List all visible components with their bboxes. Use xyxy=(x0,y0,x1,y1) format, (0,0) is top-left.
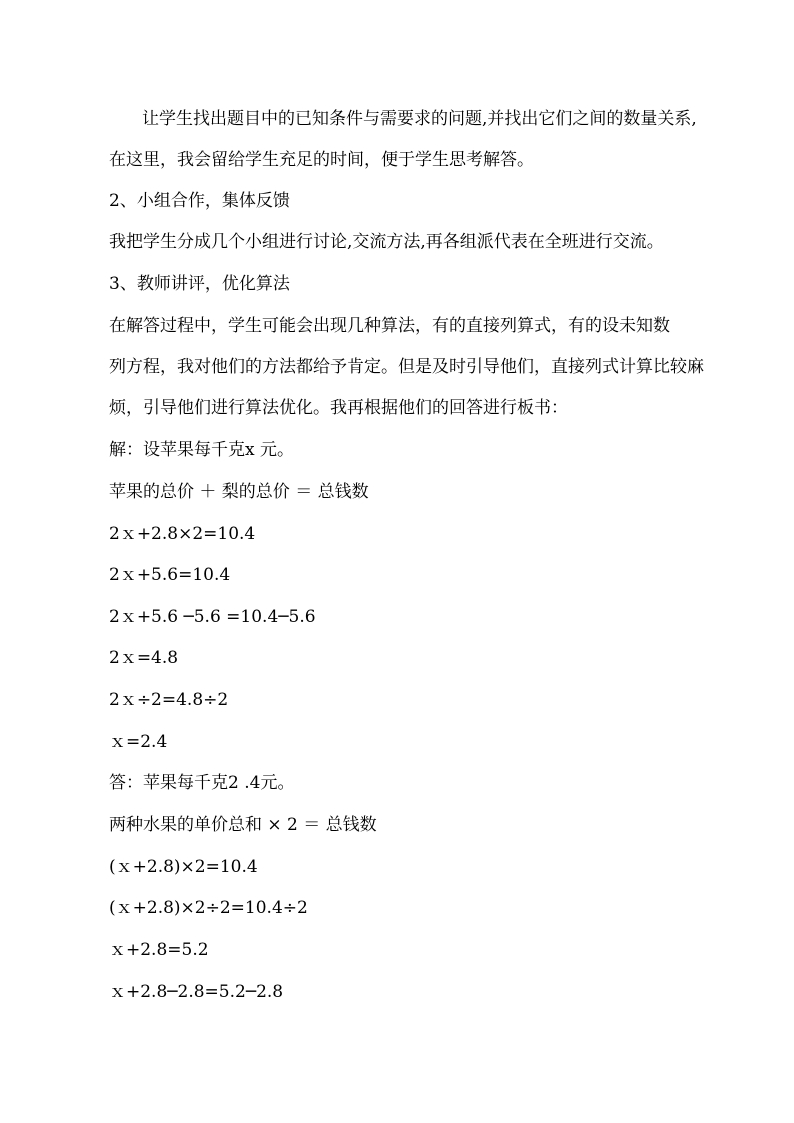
equation-line: 2ｘ+5.6=10.4 xyxy=(109,565,231,585)
word-equation-2: 两种水果的单价总和 × 2 ＝ 总钱数 xyxy=(109,815,377,835)
equation-line: ｘ+2.8=5.2 xyxy=(109,940,209,960)
solution-intro: 解：设苹果每千克x 元。 xyxy=(109,440,294,460)
paragraph-line-1: 让学生找出题目中的已知条件与需要求的问题,并找出它们之间的数量关系, xyxy=(142,109,697,129)
equation-line: 2ｘ+2.8×2=10.4 xyxy=(109,524,256,544)
equation-line: 2ｘ=4.8 xyxy=(109,648,179,668)
paragraph-line-3: 我把学生分成几个小组进行讨论,交流方法,再各组派代表在全班进行交流。 xyxy=(109,232,664,252)
equation-line: ｘ=2.4 xyxy=(109,732,168,752)
paragraph-line-5: 列方程，我对他们的方法都给予肯定。但是及时引导他们，直接列式计算比较麻 xyxy=(109,357,704,377)
equation-line: (ｘ+2.8)×2÷2=10.4÷2 xyxy=(109,898,308,918)
answer-line: 答：苹果每千克2 .4元。 xyxy=(109,773,295,793)
section-heading-2: 2、小组合作，集体反馈 xyxy=(109,191,290,211)
paragraph-line-6: 烦，引导他们进行算法优化。我再根据他们的回答进行板书： xyxy=(109,398,568,418)
equation-line: ｘ+2.8─2.8=5.2─2.8 xyxy=(109,982,284,1002)
paragraph-line-2: 在这里，我会留给学生充足的时间，便于学生思考解答。 xyxy=(109,150,534,170)
section-heading-3: 3、教师讲评，优化算法 xyxy=(109,274,290,294)
equation-line: (ｘ+2.8)×2=10.4 xyxy=(109,857,258,877)
paragraph-line-4: 在解答过程中，学生可能会出现几种算法，有的直接列算式，有的设未知数 xyxy=(109,316,670,336)
equation-line: 2ｘ÷2=4.8÷2 xyxy=(109,690,229,710)
equation-line: 2ｘ+5.6 ─5.6 =10.4─5.6 xyxy=(109,607,316,627)
word-equation-1: 苹果的总价 ＋ 梨的总价 ＝ 总钱数 xyxy=(109,482,369,502)
